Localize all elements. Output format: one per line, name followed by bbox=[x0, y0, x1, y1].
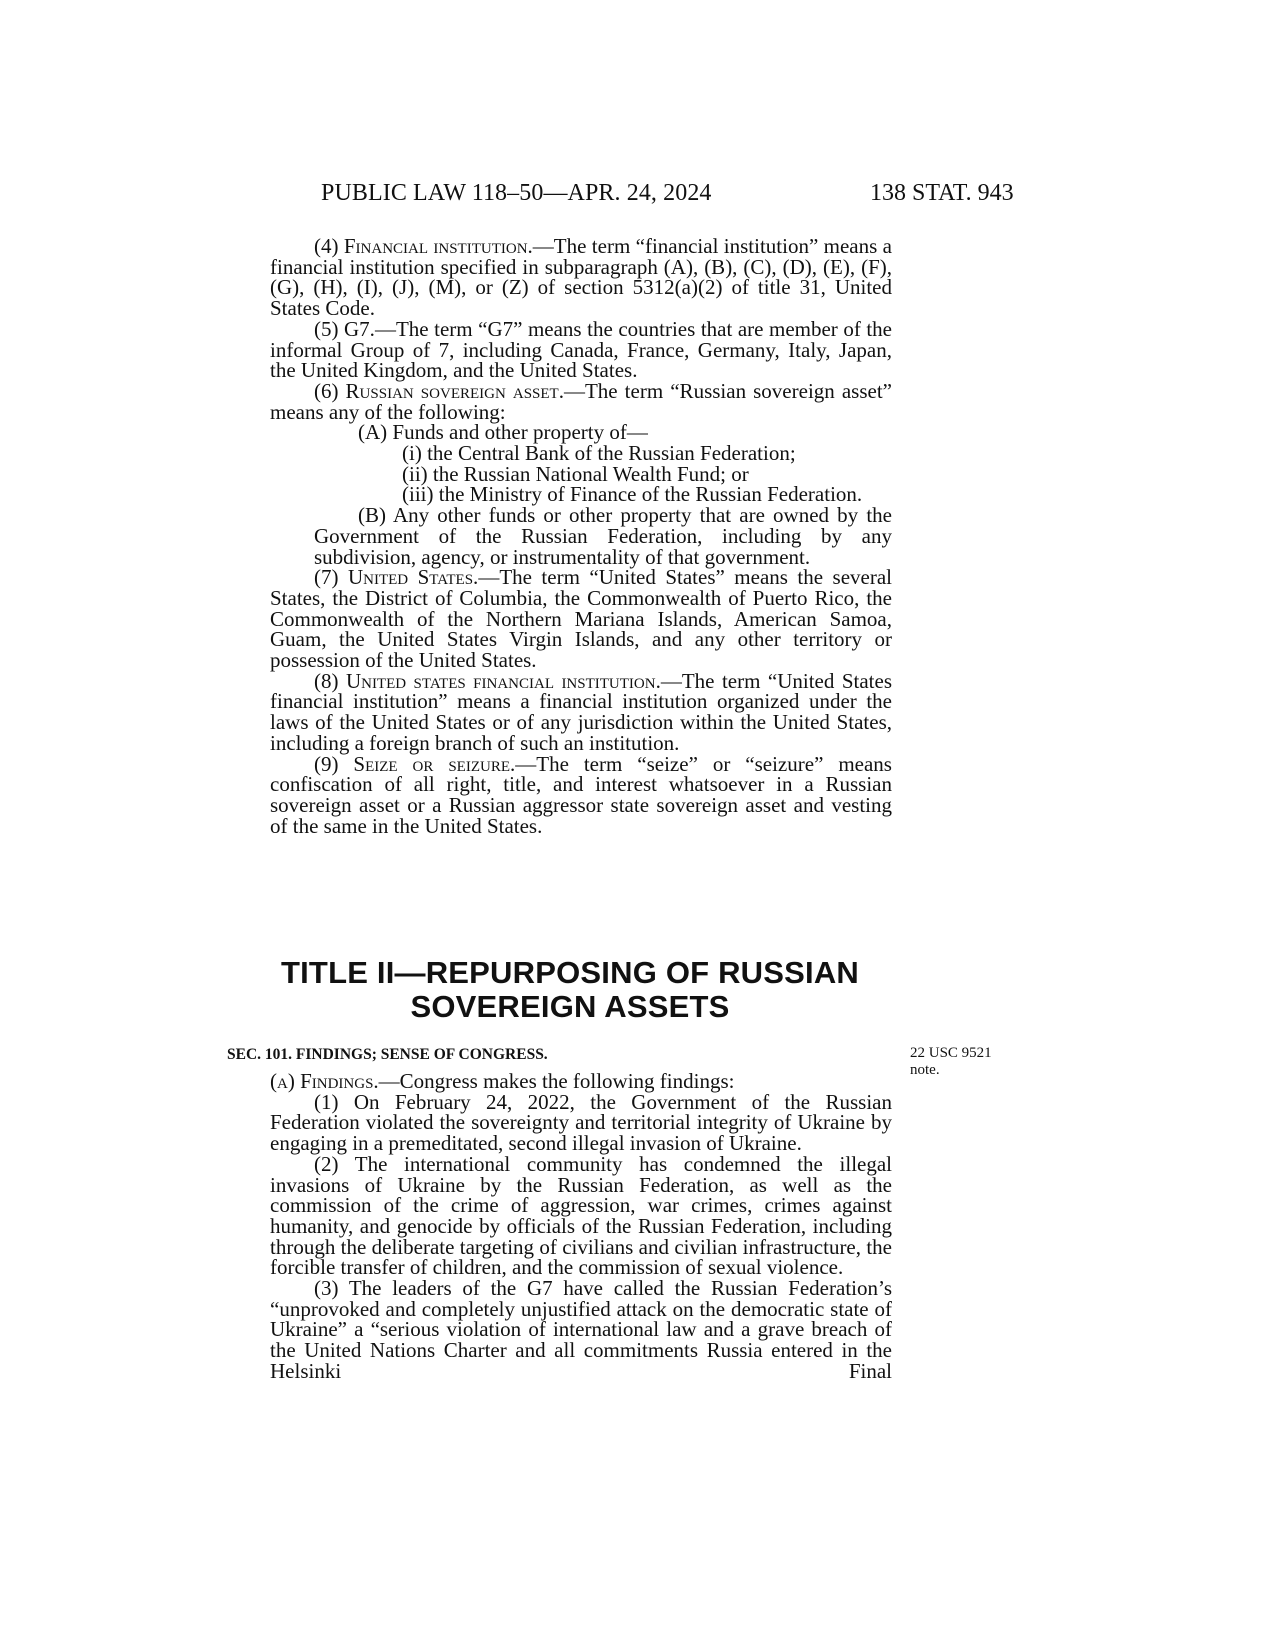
definition-9: (9) Seize or seizure.—The term “seize” or “seizure” means confiscation of all right, title, and interest whatsoever in a Russian sovereign asset or a Russian aggressor state sovereign asset and vesting of the same in the United States. bbox=[270, 751, 892, 838]
title-heading bbox=[210, 956, 930, 1024]
definition-4: (4) Financial institution.—The term “financial institution” means a financial institution specified in subparagraph (A), (B), (C), (D), (E), (F), (G), (H), (I), (J), (M), or (Z) of section 5312(a)(2) of title 31, United States Code. bbox=[270, 234, 892, 321]
findings-block bbox=[270, 1071, 892, 1382]
stat-page-number: 138 STAT. 943 bbox=[870, 180, 1014, 206]
title-line-2: SOVEREIGN ASSETS bbox=[410, 989, 730, 1024]
definition-5: (5) G7.—The term “G7” means the countries that are member of the informal Group of 7, including Canada, France, Germany, Italy, Japan, the United Kingdom, and the United States. bbox=[270, 316, 893, 383]
definition-6-A-i: (i) the Central Bank of the Russian Federation; bbox=[402, 441, 796, 466]
definition-6: (6) Russian sovereign asset.—The term “Russian sovereign asset” means any of the following: bbox=[270, 378, 892, 424]
page-header bbox=[0, 180, 1275, 220]
findings-intro: (a) Findings.—Congress makes the following findings: bbox=[270, 1069, 735, 1093]
definition-7: (7) United States.—The term “United States” means the several States, the District of Columbia, the Commonwealth of Puerto Rico, the Commonwealth of the Northern Mariana Islands, American Samoa, Guam, the United States Virgin Islands, and any other territory or possession of the United States. bbox=[270, 565, 892, 673]
definition-6-A: (A) Funds and other property of— bbox=[358, 420, 648, 445]
finding-2: (2) The international community has condemned the illegal invasions of Ukraine by the Russian Federation, as well as the commission of the crime of aggression, war crimes, crimes against humanity, and genocide by officials of the Russian Federation, including through the deliberate targeting of civilians and civilian infrastructure, the forcible transfer of children, and the commission of sexual violence. bbox=[270, 1151, 892, 1280]
finding-3: (3) The leaders of the G7 have called the Russian Federation’s “unprovoked and completely unjustified attack on the democratic state of Ukraine” a “serious violation of international law and a grave breach of the United Nations Charter and all commitments Russia entered in the Helsinki Final bbox=[270, 1276, 892, 1383]
section-heading: SEC. 101. FINDINGS; SENSE OF CONGRESS. bbox=[227, 1046, 548, 1063]
definitions-block bbox=[270, 236, 892, 836]
definition-6-A-ii: (ii) the Russian National Wealth Fund; or bbox=[402, 461, 749, 486]
definition-6-B: (B) Any other funds or other property that are owned by the Government of the Russian Federation, including by any subdivision, agency, or instrumentality of that government. bbox=[314, 503, 892, 569]
running-head-title: PUBLIC LAW 118–50—APR. 24, 2024 bbox=[321, 180, 712, 206]
finding-1: (1) On February 24, 2022, the Government of the Russian Federation violated the sovereignty and territorial integrity of Ukraine by engaging in a premeditated, second illegal invasion of Ukraine. bbox=[270, 1089, 892, 1156]
title-line-1: TITLE II—REPURPOSING OF RUSSIAN bbox=[280, 955, 860, 990]
definition-6-A-iii: (iii) the Ministry of Finance of the Russian Federation. bbox=[402, 482, 863, 507]
margin-note: 22 USC 9521 note. bbox=[910, 1045, 992, 1078]
definition-8: (8) United states financial institution.—The term “United States financial institution” means a financial institution organized under the laws of the United States or of any jurisdiction within the United States, including a foreign branch of such an institution. bbox=[270, 668, 892, 755]
